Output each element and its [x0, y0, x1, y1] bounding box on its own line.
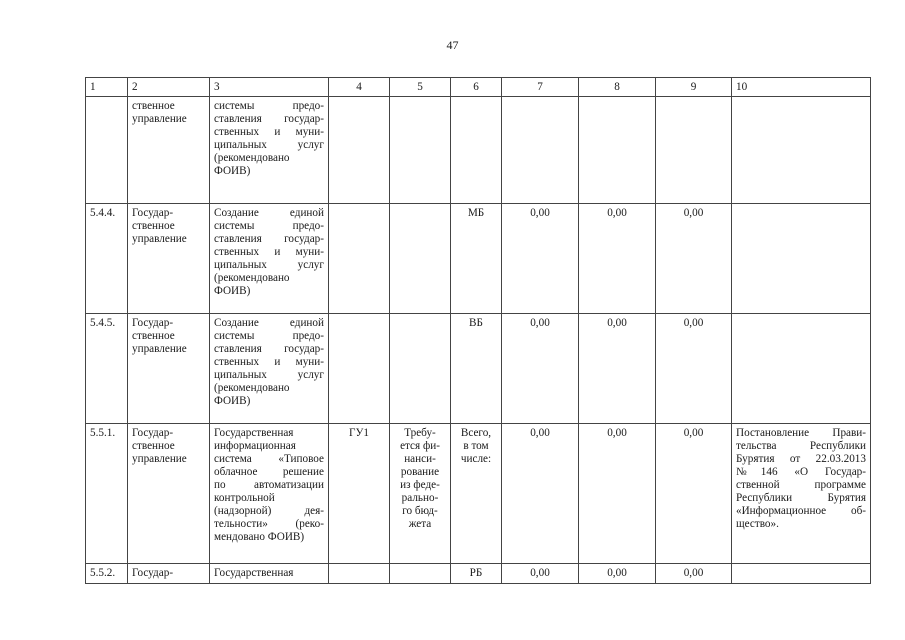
cell-line: №146 «О Государ-: [736, 466, 866, 478]
cell-source: [451, 314, 502, 424]
cell-line: Государственная: [214, 567, 294, 579]
cell-basis: [732, 204, 871, 314]
cell-line: системы предо-: [214, 100, 324, 112]
cell-line: ственное: [132, 220, 175, 232]
cell-line: Требу-: [404, 427, 436, 439]
cell-line: контрольной: [214, 492, 275, 504]
cell-line: системы предо-: [214, 330, 324, 342]
cell-line: Государ-: [132, 207, 174, 219]
cell-value-7: 0,00: [502, 204, 579, 314]
cell-line: ВБ: [469, 317, 483, 329]
cell-line: (надзорной) дея-: [214, 505, 324, 517]
cell-sphere: [128, 314, 210, 424]
cell-line: го бюд-: [402, 505, 438, 517]
cell-line: числе:: [460, 453, 492, 465]
cell-description: [210, 204, 329, 314]
cell-source: [451, 204, 502, 314]
cell-financing-note: [390, 314, 451, 424]
cell-line: мендовано ФОИВ): [214, 531, 305, 543]
cell-line: ется фи-: [400, 440, 440, 452]
cell-description: [210, 314, 329, 424]
table-row: [86, 97, 871, 204]
cell-value-8: 0,00: [579, 204, 656, 314]
data-table: [85, 77, 871, 584]
header-cell: 5: [390, 78, 451, 97]
cell-line: Государ-: [132, 427, 174, 439]
cell-sphere: [128, 97, 210, 204]
cell-line: в том: [463, 440, 489, 452]
cell-line: ственное: [132, 330, 175, 342]
cell-line: системы предо-: [214, 220, 324, 232]
cell-description: [210, 424, 329, 564]
cell-line: Создание единой: [214, 317, 324, 329]
cell-line: по автоматизации: [214, 479, 324, 491]
cell-number: [86, 97, 128, 204]
cell-number: 5.5.1.: [86, 424, 128, 564]
cell-financing-note: [390, 564, 451, 584]
cell-line: ственное: [132, 440, 175, 452]
cell-line: (рекомендовано: [214, 382, 290, 394]
cell-line: Всего,: [460, 427, 492, 439]
cell-line: рование: [400, 466, 440, 478]
cell-value-7: 0,00: [502, 564, 579, 584]
cell-line: управление: [132, 113, 187, 125]
cell-line: Государственная: [214, 427, 294, 439]
cell-number: 5.4.5.: [86, 314, 128, 424]
cell-line: Государ-: [132, 567, 174, 579]
cell-line: ФОИВ): [214, 285, 251, 297]
table-row: [86, 314, 871, 424]
table-row: [86, 564, 871, 584]
cell-basis: [732, 97, 871, 204]
cell-line: облачное решение: [214, 466, 324, 478]
cell-line: ципальных услуг: [214, 369, 324, 381]
cell-financing-note: [390, 424, 451, 564]
header-row: [86, 78, 871, 97]
cell-line: управление: [132, 453, 187, 465]
table-row: [86, 424, 871, 564]
cell-basis: [732, 314, 871, 424]
cell-line: управление: [132, 343, 187, 355]
cell-line: ципальных услуг: [214, 139, 324, 151]
cell-value-7: 0,00: [502, 314, 579, 424]
cell-value-7: 0,00: [502, 424, 579, 564]
header-cell: 8: [579, 78, 656, 97]
header-cell: 10: [732, 78, 871, 97]
cell-line: жета: [408, 518, 432, 530]
cell-line: нанси-: [404, 453, 436, 465]
header-cell: 7: [502, 78, 579, 97]
cell-sphere: [128, 424, 210, 564]
cell-value-9: [656, 97, 732, 204]
cell-number: 5.4.4.: [86, 204, 128, 314]
cell-value-8: 0,00: [579, 424, 656, 564]
cell-value-9: 0,00: [656, 314, 732, 424]
header-cell: 9: [656, 78, 732, 97]
cell-line: Республики Бурятия: [736, 492, 866, 504]
cell-value-8: 0,00: [579, 564, 656, 584]
cell-line: Создание единой: [214, 207, 324, 219]
cell-line: ственной программе: [736, 479, 866, 491]
cell-line: щество».: [736, 518, 779, 530]
cell-line: (рекомендовано: [214, 272, 290, 284]
cell-line: тельства Республики: [736, 440, 866, 452]
header-cell: 2: [128, 78, 210, 97]
header-cell: 1: [86, 78, 128, 97]
cell-basis: [732, 424, 871, 564]
cell-code: ГУ1: [329, 424, 390, 564]
cell-source: [451, 564, 502, 584]
cell-value-9: 0,00: [656, 564, 732, 584]
header-cell: 4: [329, 78, 390, 97]
cell-line: ственное: [132, 100, 175, 112]
cell-line: ственных и муни-: [214, 246, 324, 258]
cell-source: [451, 97, 502, 204]
cell-line: Государ-: [132, 317, 174, 329]
cell-value-9: 0,00: [656, 424, 732, 564]
cell-line: рально-: [401, 492, 439, 504]
cell-sphere: [128, 564, 210, 584]
cell-source: [451, 424, 502, 564]
cell-value-9: 0,00: [656, 204, 732, 314]
cell-value-8: [579, 97, 656, 204]
cell-line: ставления государ-: [214, 233, 324, 245]
cell-line: Постановление Прави-: [736, 427, 866, 439]
cell-line: «Информационное об-: [736, 505, 866, 517]
cell-line: ципальных услуг: [214, 259, 324, 271]
cell-line: ФОИВ): [214, 165, 251, 177]
cell-code: [329, 204, 390, 314]
page-number: 47: [446, 38, 459, 52]
cell-code: [329, 564, 390, 584]
cell-financing-note: [390, 204, 451, 314]
cell-financing-note: [390, 97, 451, 204]
cell-line: управление: [132, 233, 187, 245]
table-row: [86, 204, 871, 314]
header-cell: 6: [451, 78, 502, 97]
cell-line: ственных и муни-: [214, 126, 324, 138]
cell-basis: [732, 564, 871, 584]
cell-line: ФОИВ): [214, 395, 251, 407]
cell-description: [210, 564, 329, 584]
cell-value-8: 0,00: [579, 314, 656, 424]
cell-line: ставления государ-: [214, 343, 324, 355]
cell-line: система «Типовое: [214, 453, 324, 465]
cell-line: ственных и муни-: [214, 356, 324, 368]
cell-line: РБ: [469, 567, 483, 579]
cell-code: [329, 314, 390, 424]
cell-line: ставления государ-: [214, 113, 324, 125]
cell-sphere: [128, 204, 210, 314]
cell-description: [210, 97, 329, 204]
header-cell: 3: [210, 78, 329, 97]
cell-number: 5.5.2.: [86, 564, 128, 584]
cell-line: Бурятия от 22.03.2013: [736, 453, 866, 465]
cell-line: информационная: [214, 440, 296, 452]
cell-line: (рекомендовано: [214, 152, 290, 164]
cell-line: МБ: [467, 207, 485, 219]
cell-line: тельности» (реко-: [214, 518, 324, 530]
cell-line: из феде-: [400, 479, 440, 491]
cell-code: [329, 97, 390, 204]
cell-value-7: [502, 97, 579, 204]
